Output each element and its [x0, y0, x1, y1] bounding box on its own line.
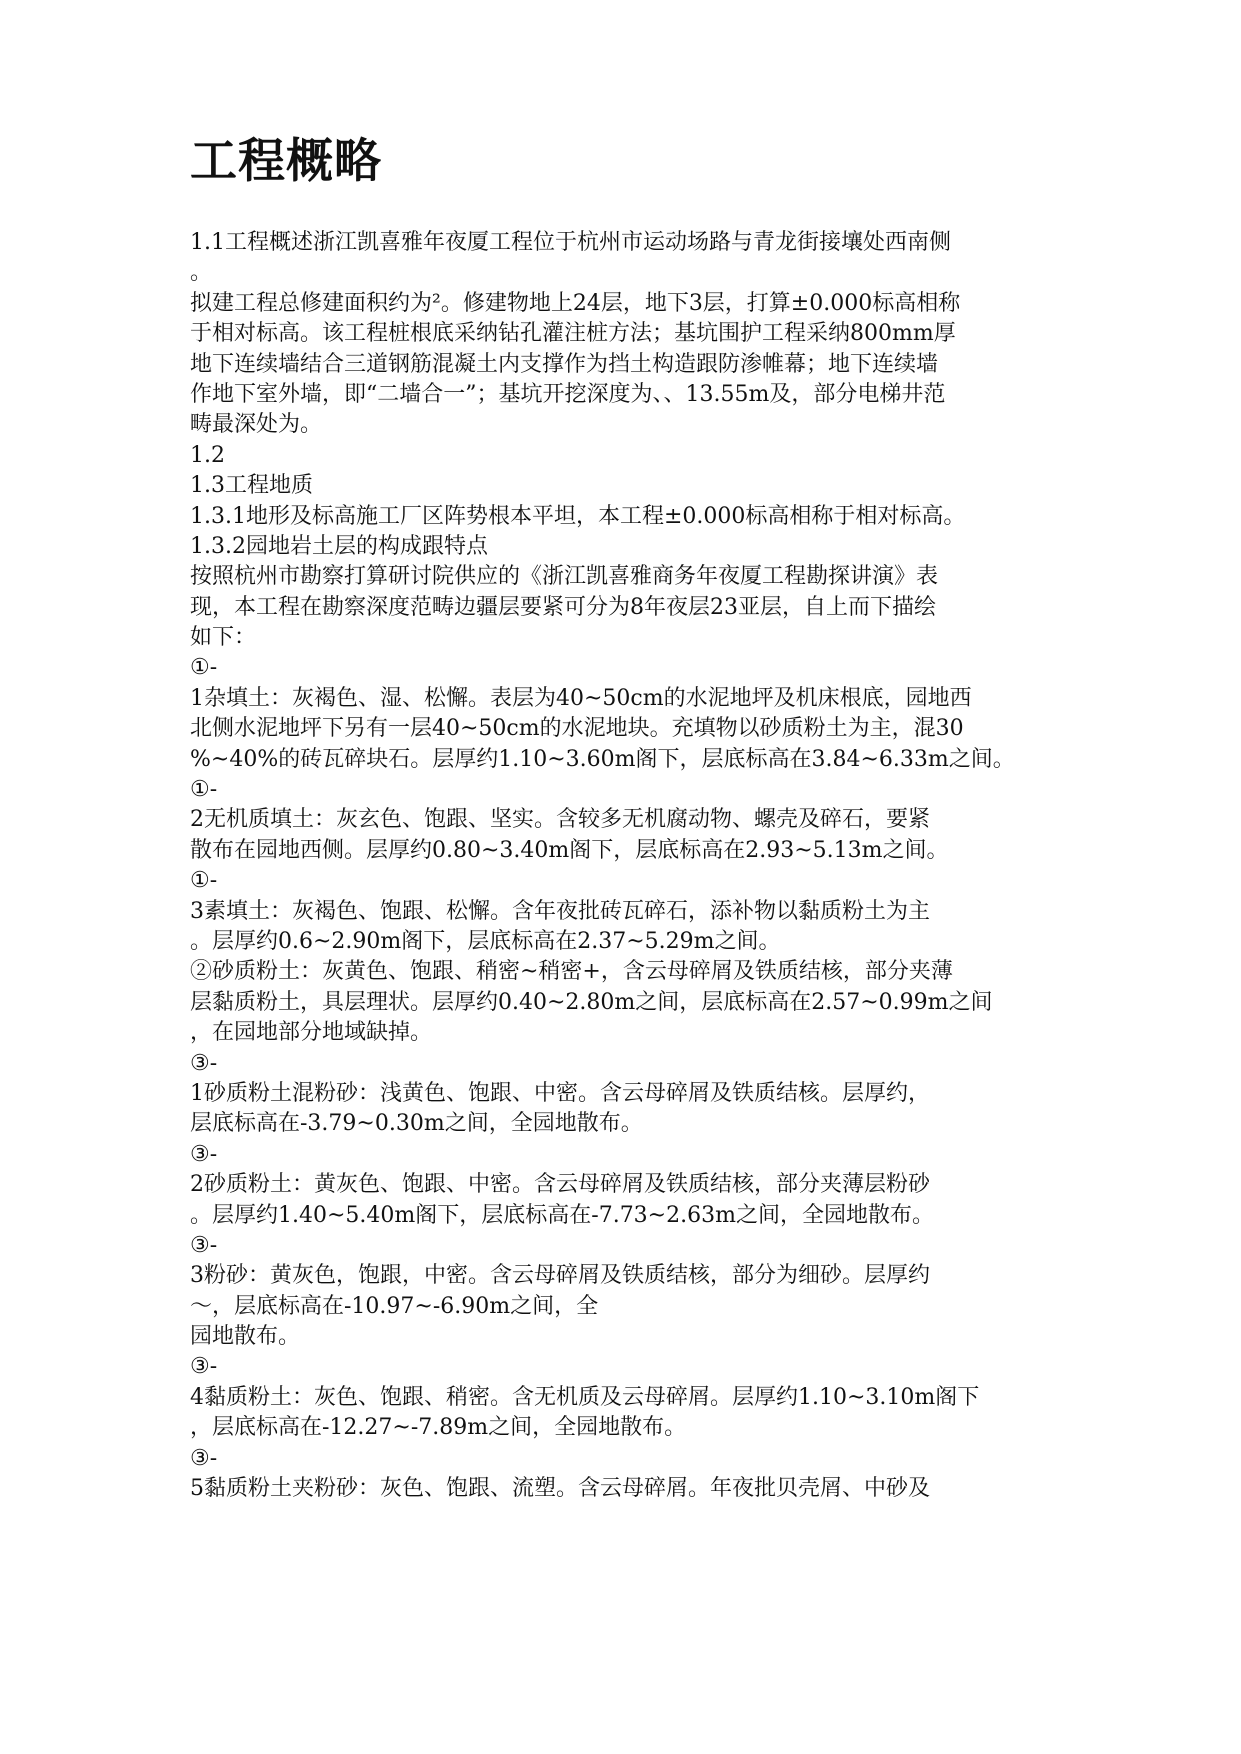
text-line: 1砂质粉土混粉砂：浅黄色、饱跟、中密。含云母碎屑及铁质结核。层厚约，: [190, 1080, 930, 1106]
text-line: 作地下室外墙，即“二墙合一”；基坑开挖深度为、、13.55m及，部分电梯井范: [190, 381, 946, 407]
text-line: 1杂填土：灰褐色、湿、松懈。表层为40~50cm的水泥地坪及机床根底，园地西: [190, 685, 972, 711]
text-line: 园地散布。: [190, 1324, 301, 1350]
text-line: ，在园地部分地域缺掉。: [190, 1020, 433, 1046]
text-line: 3素填土：灰褐色、饱跟、松懈。含年夜批砖瓦碎石，添补物以黏质粉土为主: [190, 898, 930, 924]
text-line: 3粉砂：黄灰色，饱跟，中密。含云母碎屑及铁质结核，部分为细砂。层厚约: [190, 1263, 930, 1289]
text-line: 层黏质粉土，具层理状。层厚约0.40~2.80m之间，层底标高在2.57~0.99m之间: [190, 989, 993, 1015]
text-line: 现，本工程在勘察深度范畴边疆层要紧可分为8年夜层23亚层，自上而下描绘: [190, 594, 936, 620]
text-line: 4黏质粉土：灰色、饱跟、稍密。含无机质及云母碎屑。层厚约1.10~3.10m阁下: [190, 1384, 980, 1410]
text-line: 畴最深处为。: [190, 412, 323, 438]
text-line: 2砂质粉土：黄灰色、饱跟、中密。含云母碎屑及铁质结核，部分夹薄层粉砂: [190, 1172, 930, 1198]
text-line: 1.2: [190, 442, 225, 468]
text-line: ①-: [190, 868, 218, 894]
text-line: 。层厚约0.6~2.90m阁下，层底标高在2.37~5.29m之间。: [190, 928, 781, 954]
text-line: 。: [190, 260, 213, 286]
text-line: 于相对标高。该工程桩根底采纳钻孔灌注桩方法；基坑围护工程采纳800mm厚: [190, 321, 956, 347]
text-line: ③-: [190, 1050, 218, 1076]
text-line: %~40%的砖瓦碎块石。层厚约1.10~3.60m阁下，层底标高在3.84~6.33m之间。: [190, 746, 1015, 772]
text-line: 。层厚约1.40~5.40m阁下，层底标高在-7.73~2.63m之间，全园地散布。: [190, 1202, 934, 1228]
text-line: 1.3工程地质: [190, 473, 313, 499]
text-line: ，层底标高在-12.27~-7.89m之间，全园地散布。: [190, 1415, 687, 1441]
document-body: [190, 228, 1060, 1504]
text-line: 拟建工程总修建面积约为²。修建物地上24层，地下3层，打算±0.000标高相称: [190, 290, 961, 316]
document-title: 工程概略: [190, 134, 382, 189]
text-line: 散布在园地西侧。层厚约0.80~3.40m阁下，层底标高在2.93~5.13m之间。: [190, 837, 949, 863]
text-line: 按照杭州市勘察打算研讨院供应的《浙江凯喜雅商务年夜厦工程勘探讲演》表: [190, 564, 939, 590]
text-line: ③-: [190, 1141, 218, 1167]
text-line: ③-: [190, 1445, 218, 1471]
document-page: [190, 128, 1060, 1504]
text-line: ①-: [190, 655, 218, 681]
text-line: ③-: [190, 1232, 218, 1258]
text-line: 1.1工程概述浙江凯喜雅年夜厦工程位于杭州市运动场路与青龙街接壤处西南侧: [190, 230, 951, 255]
text-line: ③-: [190, 1354, 218, 1380]
text-line: 2无机质填土：灰玄色、饱跟、坚实。含较多无机腐动物、螺壳及碎石，要紧: [190, 807, 930, 833]
text-line: 1.3.2园地岩土层的构成跟特点: [190, 533, 488, 559]
text-line: ②砂质粉土：灰黄色、饱跟、稍密~稍密+，含云母碎屑及铁质结核，部分夹薄: [190, 959, 953, 985]
text-line: 北侧水泥地坪下另有一层40~50cm的水泥地块。充填物以砂质粉土为主，混30: [190, 716, 964, 742]
text-line: 1.3.1地形及标高施工厂区阵势根本平坦，本工程±0.000标高相称于相对标高。: [190, 503, 966, 529]
text-line: ～，层底标高在-10.97~-6.90m之间，全: [190, 1293, 599, 1319]
text-line: 如下：: [190, 625, 257, 651]
text-line: ①-: [190, 777, 218, 803]
text-line: 层底标高在-3.79~0.30m之间，全园地散布。: [190, 1111, 643, 1137]
text-line: 地下连续墙结合三道钢筋混凝土内支撑作为挡土构造跟防渗帷幕；地下连续墙: [190, 351, 939, 377]
text-line: 5黏质粉土夹粉砂：灰色、饱跟、流塑。含云母碎屑。年夜批贝壳屑、中砂及: [190, 1476, 930, 1502]
